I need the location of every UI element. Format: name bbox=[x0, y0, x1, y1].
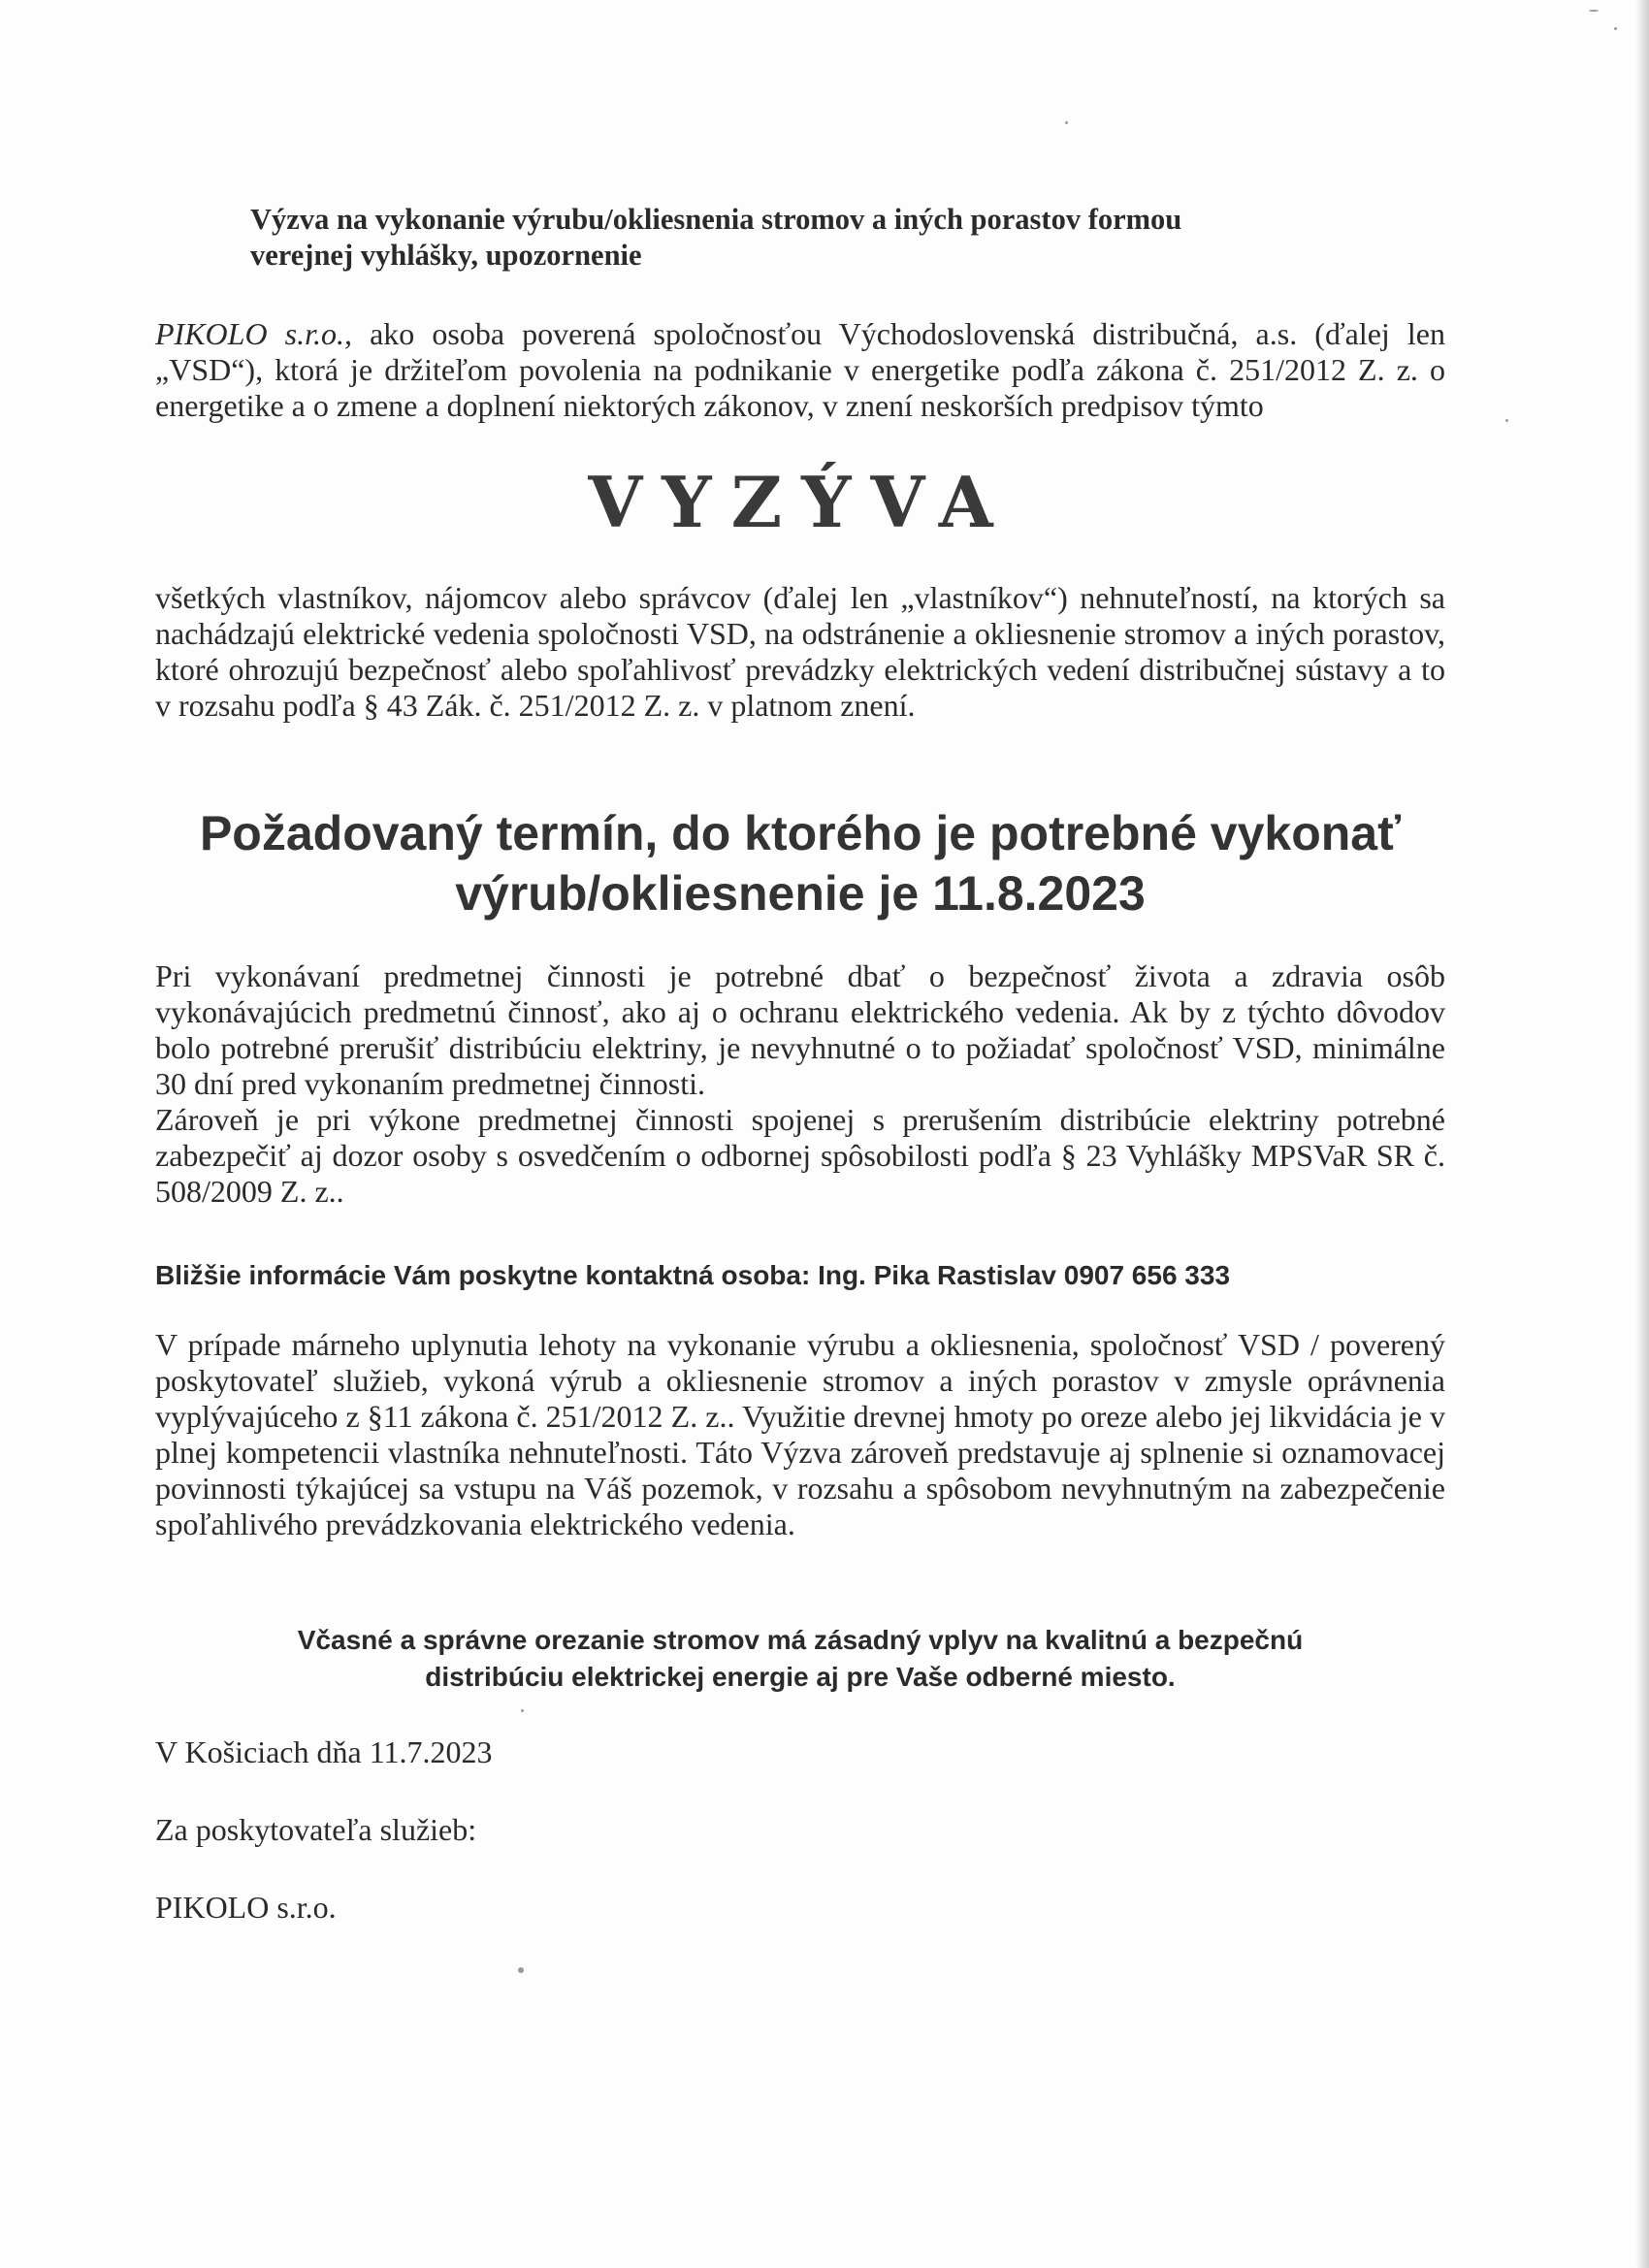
closing-line-1: Včasné a správne orezanie stromov má zásadný vplyv na kvalitnú a bezpečnú bbox=[297, 1625, 1304, 1655]
deadline-line-2: výrub/okliesnenie je 11.8.2023 bbox=[455, 866, 1146, 921]
scan-speck bbox=[1065, 121, 1068, 124]
lapse-paragraph: V prípade márneho uplynutia lehoty na vykonanie výrubu a okliesnenia, spoločnosť VSD / poverený poskytovateľ služieb, vykoná výrub a okliesnenie stromov a iných porastov v zmysle oprávnenia vyplývajúceho z §11 zákona č. 251/2012 Z. z.. Využitie drevnej hmoty po oreze alebo jej likvidácia je v plnej kompetencii vlastníka nehnuteľnosti. Táto Výzva zároveň predstavuje aj splnenie si oznamovacej povinnosti týkajúcej sa vstupu na Váš pozemok, v rozsahu a spôsobom nevyhnutným na zabezpečenie spoľahlivého prevádzkovania elektrického vedenia. bbox=[155, 1327, 1445, 1541]
intro-paragraph bbox=[155, 316, 1445, 424]
title-line-1: Výzva na vykonanie výrubu/okliesnenia stromov a iných porastov formou bbox=[250, 203, 1182, 236]
deadline-notice bbox=[155, 803, 1445, 923]
contact-person: Bližšie informácie Vám poskytne kontaktná osoba: Ing. Pika Rastislav 0907 656 333 bbox=[155, 1260, 1231, 1290]
title-line-2: verejnej vyhlášky, upozornenie bbox=[250, 239, 642, 272]
scan-edge bbox=[1635, 0, 1649, 2268]
safety-paragraph-2: Zároveň je pri výkone predmetnej činnosti spojenej s prerušením distribúcie elektriny potrebné zabezpečiť aj dozor osoby s osvedčením o odbornej spôsobilosti podľa § 23 Vyhlášky MPSVaR SR č. 508/2009 Z. z.. bbox=[155, 1102, 1445, 1209]
addressees-paragraph: všetkých vlastníkov, nájomcov alebo správcov (ďalej len „vlastníkov“) nehnuteľností, na ktorých sa nachádzajú elektrické vedenia spoločnosti VSD, na odstránenie a okliesnenie stromov a iných porastov, ktoré ohrozujú bezpečnosť alebo spoľahlivosť prevádzky elektrických vedení distribučnej sústavy a to v rozsahu podľa § 43 Zák. č. 251/2012 Z. z. v platnom znení. bbox=[155, 580, 1445, 723]
intro-text: ako osoba poverená spoločnosťou Východoslovenská distribučná, a.s. (ďalej len „VSD“), ktorá je držiteľom povolenia na podnikanie v energetike podľa zákona č. 251/2012 Z. z. o energetike a o zmene a doplnení niektorých zákonov, v znení neskorších predpisov týmto bbox=[155, 316, 1446, 423]
deadline-line-1: Požadovaný termín, do ktorého je potrebné vykonať bbox=[199, 806, 1402, 860]
closing-statement bbox=[155, 1622, 1445, 1696]
call-word: VYZÝVA bbox=[588, 461, 1013, 543]
scan-speck bbox=[1614, 27, 1617, 30]
document-title bbox=[250, 202, 1414, 274]
scan-speck bbox=[1505, 419, 1508, 422]
company-name: PIKOLO s.r.o., bbox=[155, 316, 353, 351]
scan-speck bbox=[518, 1967, 524, 1973]
provider-label: Za poskytovateľa služieb: bbox=[155, 1812, 477, 1847]
signature: PIKOLO s.r.o. bbox=[155, 1890, 337, 1925]
safety-paragraph-1: Pri vykonávaní predmetnej činnosti je potrebné dbať o bezpečnosť života a zdravia osôb vykonávajúcich predmetnú činnosť, ako aj o ochranu elektrického vedenia. Ak by z týchto dôvodov bolo potrebné prerušiť distribúciu elektriny, je nevyhnutné o to požiadať spoločnosť VSD, minimálne 30 dní pred vykonaním predmetnej činnosti. bbox=[155, 958, 1445, 1101]
place-date: V Košiciach dňa 11.7.2023 bbox=[155, 1734, 493, 1769]
scan-speck bbox=[521, 1709, 524, 1712]
closing-line-2: distribúciu elektrickej energie aj pre Vaše odberné miesto. bbox=[425, 1662, 1176, 1692]
scan-speck bbox=[1589, 10, 1599, 12]
